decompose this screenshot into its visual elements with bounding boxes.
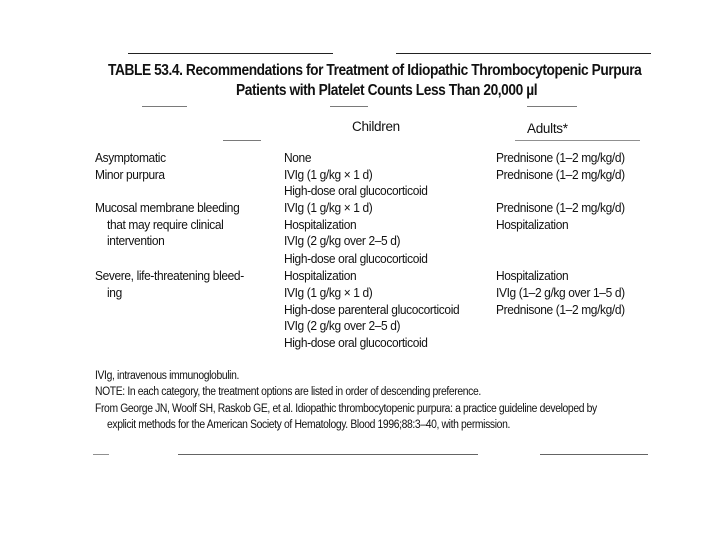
children-treatment: Hospitalization — [284, 217, 357, 232]
category-label: Mucosal membrane bleeding — [95, 200, 240, 215]
category-label: that may require clinical — [107, 217, 224, 232]
adults-treatment: IVIg (1–2 g/kg over 1–5 d) — [496, 285, 625, 300]
children-treatment: High-dose oral glucocorticoid — [284, 335, 428, 350]
footnote-note: NOTE: In each category, the treatment options are listed in order of descending preference. — [95, 386, 481, 398]
adults-treatment: Hospitalization — [496, 217, 569, 232]
table-title: TABLE 53.4. Recommendations for Treatment of Idiopathic Thrombocytopenic Purpura — [108, 62, 642, 79]
divider — [330, 106, 368, 107]
divider — [142, 106, 187, 107]
children-treatment: None — [284, 150, 312, 165]
footnote-source: From George JN, Woolf SH, Raskob GE, et al. Idiopathic thrombocytopenic purpura: a practice guideline developed by — [95, 403, 597, 415]
column-header-adults: Adults* — [527, 121, 568, 136]
divider — [527, 106, 577, 107]
footnote-source-cont: explicit methods for the American Society of Hematology. Blood 1996;88:3–40, with permission. — [107, 419, 510, 431]
children-treatment: High-dose parenteral glucocorticoid — [284, 302, 460, 317]
footnote-abbreviation: IVIg, intravenous immunoglobulin. — [95, 370, 240, 382]
divider — [396, 53, 651, 54]
children-treatment: IVIg (1 g/kg × 1 d) — [284, 285, 373, 300]
children-treatment: IVIg (2 g/kg over 2–5 d) — [284, 318, 401, 333]
category-label: intervention — [107, 233, 165, 248]
divider — [93, 454, 109, 455]
divider — [178, 454, 478, 455]
adults-treatment: Hospitalization — [496, 268, 569, 283]
adults-treatment: Prednisone (1–2 mg/kg/d) — [496, 302, 625, 317]
divider — [540, 454, 648, 455]
children-treatment: IVIg (2 g/kg over 2–5 d) — [284, 233, 401, 248]
table-subtitle: Patients with Platelet Counts Less Than 20,000 µl — [236, 82, 538, 99]
category-label: Asymptomatic — [95, 150, 166, 165]
adults-treatment: Prednisone (1–2 mg/kg/d) — [496, 167, 625, 182]
children-treatment: IVIg (1 g/kg × 1 d) — [284, 200, 373, 215]
children-treatment: High-dose oral glucocorticoid — [284, 251, 428, 266]
children-treatment: IVIg (1 g/kg × 1 d) — [284, 167, 373, 182]
category-label: ing — [107, 285, 122, 300]
children-treatment: Hospitalization — [284, 268, 357, 283]
adults-treatment: Prednisone (1–2 mg/kg/d) — [496, 150, 625, 165]
children-treatment: High-dose oral glucocorticoid — [284, 183, 428, 198]
divider — [223, 140, 261, 141]
category-label: Minor purpura — [95, 167, 165, 182]
column-header-children: Children — [352, 119, 400, 134]
category-label: Severe, life-threatening bleed- — [95, 268, 244, 283]
divider — [128, 53, 333, 54]
adults-treatment: Prednisone (1–2 mg/kg/d) — [496, 200, 625, 215]
divider — [515, 140, 640, 141]
